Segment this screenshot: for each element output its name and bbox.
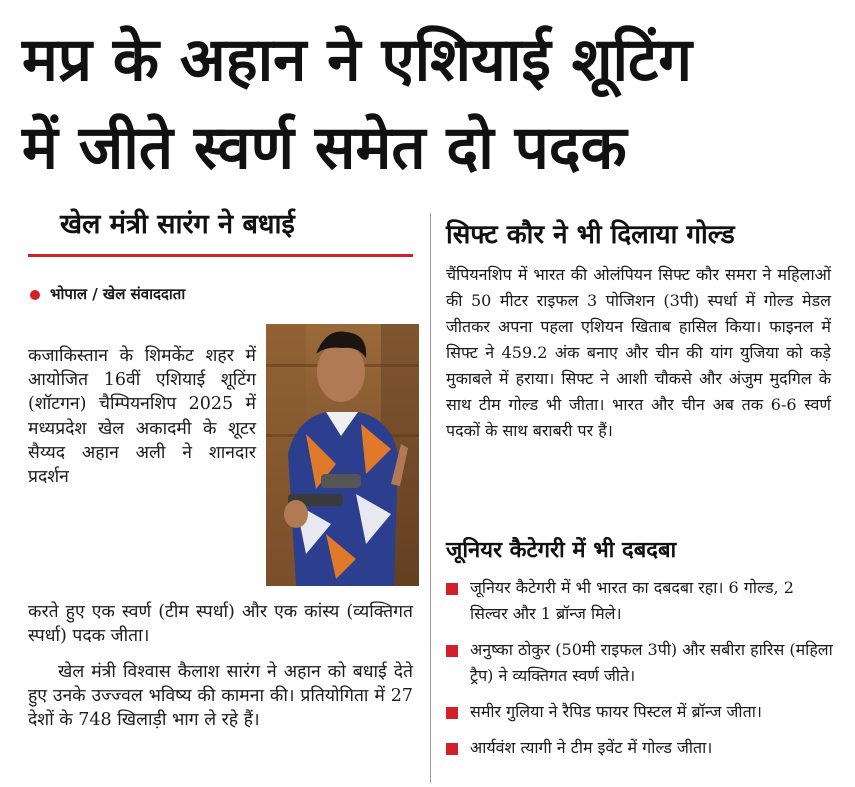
list-item <box>446 699 836 725</box>
left-paragraph-1-part-1: कजाकिस्तान के शिमकेंट शहर में आयोजित 16वीं एशियाई शूटिंग (शॉटगन) चैम्पियनशिप 2025 में मध्यप्रदेश खेल अकादमी के शूटर सैय्यद अहान अली ने शानदार प्रदर्शन <box>28 346 256 488</box>
athlete-photo <box>266 324 419 586</box>
right-paragraph-1: चैंपियनशिप में भारत की ओलंपियन सिफ्ट कौर समरा ने महिलाओं की 50 मीटर राइफल 3 पोजिशन (3पी) स्पर्धा में गोल्ड मेडल जीतकर अपना पहला एशियन खिताब हासिल किया। फाइनल में सिफ्ट ने 459.2 अंक बनाए और चीन की यांग युजिया को कड़े मुकाबले में हराया। सिफ्ट ने आशी चौकसे और अंजुम मुदगिल के साथ टीम गोल्ड भी जीता। भारत और चीन अब तक 6-6 स्वर्ण पदकों के साथ बराबरी पर हैं। <box>446 265 831 440</box>
bullet-text: समीर गुलिया ने रैपिड फायर पिस्टल में ब्रॉन्ज जीता। <box>470 702 762 721</box>
junior-bullet-list <box>446 575 836 771</box>
red-square-icon <box>446 645 458 657</box>
headline-line-2: में जीते स्वर्ण समेत दो पदक <box>22 113 627 183</box>
list-item <box>446 637 836 689</box>
list-item <box>446 575 836 627</box>
bullet-text: जूनियर कैटेगरी में भी भारत का दबदबा रहा। 6 गोल्ड, 2 सिल्वर और 1 ब्रॉन्ज मिले। <box>470 578 794 623</box>
left-paragraph-2: खेल मंत्री विश्वास कैलाश सारंग ने अहान को बधाई देते हुए उनके उज्ज्वल भविष्य की कामना की। प्रतियोगिता में 27 देशों के 748 खिलाड़ी भाग ले रहे हैं। <box>28 662 413 731</box>
junior-section-heading: जूनियर कैटेगरी में भी दबदबा <box>446 538 677 563</box>
list-item <box>446 735 836 761</box>
red-square-icon <box>446 743 458 755</box>
red-square-icon <box>446 707 458 719</box>
left-subheading: खेल मंत्री सारंग ने बधाई <box>60 209 295 240</box>
column-divider <box>430 213 431 783</box>
bullet-text: अनुष्का ठोकुर (50मी राइफल 3पी) और सबीरा हारिस (महिला ट्रैप) ने व्यक्तिगत स्वर्ण जीते। <box>470 640 833 685</box>
red-dot-icon <box>30 290 40 300</box>
byline <box>30 283 410 305</box>
red-square-icon <box>446 583 458 595</box>
byline-text: भोपाल / खेल संवाददाता <box>50 285 186 303</box>
bullet-text: आर्यवंश त्यागी ने टीम इवेंट में गोल्ड जीता। <box>470 738 713 757</box>
left-paragraph-1-part-2: करते हुए एक स्वर्ण (टीम स्पर्धा) और एक कांस्य (व्यक्तिगत स्पर्धा) पदक जीता। <box>28 602 413 647</box>
right-subheading: सिफ्ट कौर ने भी दिलाया गोल्ड <box>446 220 735 250</box>
headline-line-1: मप्र के अहान ने एशियाई शूटिंग <box>22 25 693 95</box>
red-divider <box>28 254 413 257</box>
